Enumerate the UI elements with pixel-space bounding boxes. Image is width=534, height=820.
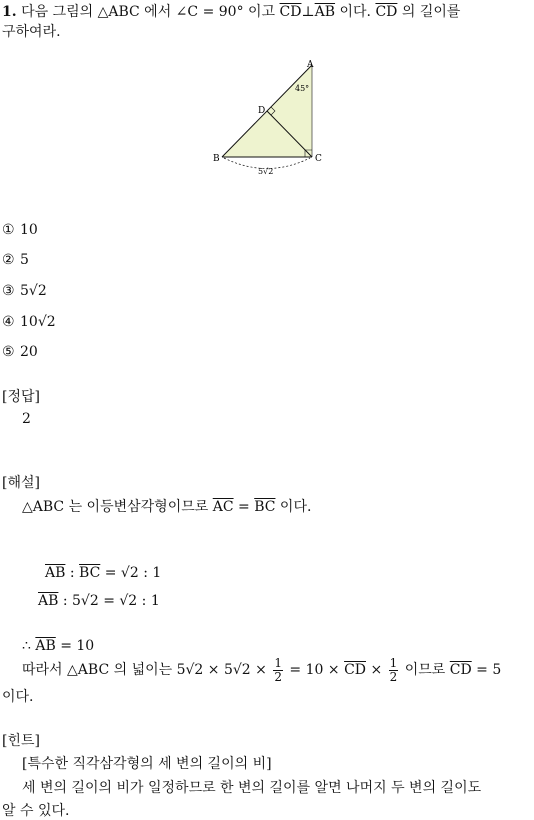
option-5[interactable] (2, 344, 38, 360)
equation-1 (45, 565, 161, 581)
line5-text-d: 이므로 (400, 662, 450, 678)
question-text-b: 이다. (335, 4, 376, 20)
eq2-ab: $\overline{AB}$ (38, 593, 59, 609)
option-3-text: 5√2 (20, 283, 47, 299)
line5-text-b: = 10 × (284, 662, 345, 678)
answer-value: 2 (22, 411, 31, 427)
triangle-figure (205, 55, 330, 180)
label-a: A (307, 60, 314, 70)
option-5-mark: ⑤ (2, 344, 15, 360)
answer-heading: [정답] (2, 389, 40, 405)
option-2-text: 5 (20, 252, 29, 268)
option-3-mark: ③ (2, 283, 15, 299)
solution-text-a: △ABC 는 이등변삼각형이므로 (22, 499, 213, 515)
line5-text-e: = 5 (471, 662, 502, 678)
question-text-c: 의 길이를 (397, 4, 461, 20)
frac-1-den: 2 (274, 669, 282, 684)
solution-line-5 (22, 654, 501, 686)
option-1-mark: ① (2, 222, 15, 238)
frac-2-den: 2 (389, 669, 398, 684)
frac-1-num: 1 (274, 655, 282, 670)
label-b: B (213, 154, 220, 164)
therefore-ab: $\overline{AB}$ (35, 638, 56, 654)
option-4-text: 10√2 (20, 314, 56, 330)
solution-text-b: 이다. (275, 499, 312, 515)
therefore-line (22, 638, 94, 654)
hint-heading: [힌트] (2, 733, 40, 749)
line5-text-a: 따라서 △ABC 의 넓이는 5√2 × 5√2 × (22, 662, 272, 678)
eq1-ab: $\overline{AB}$ (45, 565, 66, 581)
equation-2 (38, 593, 160, 609)
segment-bc: $\overline{BC}$ (254, 499, 276, 515)
option-4-mark: ④ (2, 314, 15, 330)
option-5-text: 20 (20, 344, 38, 360)
segment-cd-2: $\overline{CD}$ (375, 4, 398, 20)
question-number: 1. (2, 4, 17, 20)
eq1-rest: = √2 : 1 (100, 565, 162, 581)
label-side: 5√2 (258, 167, 274, 176)
solution-heading: [해설] (2, 475, 40, 491)
perp-symbol: ⊥ (301, 4, 315, 20)
label-d: D (258, 106, 266, 116)
eq1-mid: : (65, 565, 80, 581)
question-line-1 (2, 2, 460, 22)
option-2[interactable] (2, 252, 29, 268)
segment-cd: $\overline{CD}$ (279, 4, 302, 20)
option-1-text: 10 (20, 222, 38, 238)
hint-line-2: 알 수 있다. (2, 803, 70, 819)
solution-line-6: 이다. (2, 689, 34, 705)
question-text-a: 다음 그림의 △ABC 에서 ∠C = 90° 이고 (21, 4, 280, 20)
eq1-bc: $\overline{BC}$ (79, 565, 101, 581)
label-angle: 45° (295, 84, 310, 93)
equals-sign: = (233, 499, 255, 515)
segment-ab: $\overline{AB}$ (314, 4, 336, 20)
option-3[interactable] (2, 283, 47, 299)
line5-text-c: × (366, 662, 387, 678)
segment-ac: $\overline{AC}$ (212, 499, 234, 515)
therefore-symbol: ∴ (22, 638, 36, 654)
eq2-rest: : 5√2 = √2 : 1 (58, 593, 160, 609)
fraction-half-2 (389, 657, 399, 684)
hint-title: [특수한 직각삼각형의 세 변의 길이의 비] (22, 756, 272, 772)
solution-line-1 (22, 496, 311, 516)
fraction-half-1 (273, 657, 283, 684)
option-1[interactable] (2, 222, 38, 238)
line5-cd: $\overline{CD}$ (344, 662, 366, 678)
question-line-2: 구하여라. (2, 24, 61, 40)
frac-2-num: 1 (389, 655, 398, 670)
option-2-mark: ② (2, 252, 15, 268)
hint-line-1: 세 변의 길이의 비가 일정하므로 한 변의 길이를 알면 나머지 두 변의 길이도 (22, 780, 482, 796)
line5-cd-2: $\overline{CD}$ (449, 662, 472, 678)
option-4[interactable] (2, 314, 56, 330)
label-c: C (315, 154, 322, 164)
therefore-rest: = 10 (55, 638, 95, 654)
